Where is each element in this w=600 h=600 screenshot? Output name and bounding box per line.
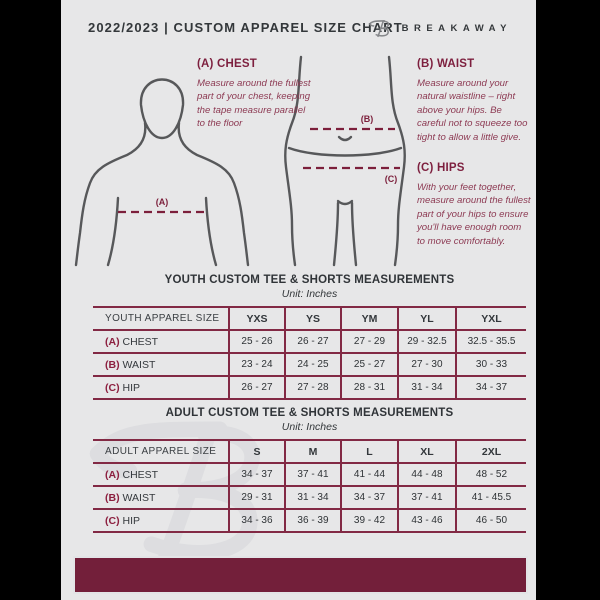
- cell: 25 - 27: [341, 353, 398, 376]
- row-key: (C): [105, 514, 120, 527]
- chest-instructions: [197, 58, 315, 131]
- cell: 44 - 48: [398, 463, 456, 486]
- size-chart-page: [61, 0, 536, 600]
- row-label: WAIST: [122, 358, 156, 371]
- page-title: 2022/2023 | CUSTOM APPAREL SIZE CHART: [88, 20, 403, 35]
- hips-line-label: (C): [384, 174, 398, 184]
- cell: 26 - 27: [229, 376, 285, 399]
- header: [88, 19, 512, 45]
- youth-size-table: [93, 306, 526, 400]
- youth-header-row: [93, 307, 526, 330]
- breakaway-b-logo-icon: [368, 17, 394, 39]
- cell: 37 - 41: [285, 463, 341, 486]
- column-header: YXL: [456, 307, 526, 330]
- row-header: [93, 486, 229, 509]
- row-label: CHEST: [122, 335, 159, 348]
- cell: 34 - 37: [341, 486, 398, 509]
- cell: 27 - 30: [398, 353, 456, 376]
- row-key: (B): [105, 491, 120, 504]
- adult-table-title: ADULT CUSTOM TEE & SHORTS MEASUREMENTS: [165, 407, 454, 419]
- hips-heading: (C) HIPS: [417, 162, 465, 174]
- table-row-waist: [93, 353, 526, 376]
- table-row-hip: [93, 509, 526, 532]
- cell: 41 - 44: [341, 463, 398, 486]
- row-header: [93, 509, 229, 532]
- chest-body-text: Measure around the fullest part of your chest, keeping the tape measure parallel to the floor: [197, 78, 311, 130]
- row-header: [93, 463, 229, 486]
- footer-accent-bar: [73, 556, 528, 594]
- column-header: ADULT APPAREL SIZE: [93, 440, 229, 463]
- youth-table-title: YOUTH CUSTOM TEE & SHORTS MEASUREMENTS: [164, 274, 455, 286]
- waist-line-label: (B): [360, 114, 374, 124]
- row-key: (A): [105, 468, 120, 481]
- cell: 34 - 37: [229, 463, 285, 486]
- row-header: [93, 353, 229, 376]
- column-header: XL: [398, 440, 456, 463]
- adult-size-table: [93, 439, 526, 533]
- adult-table-unit: Unit: Inches: [281, 421, 338, 433]
- cell: 36 - 39: [285, 509, 341, 532]
- row-key: (C): [105, 381, 120, 394]
- cell: 46 - 50: [456, 509, 526, 532]
- chest-heading: (A) CHEST: [197, 58, 257, 70]
- cell: 28 - 31: [341, 376, 398, 399]
- brand-block: [368, 17, 512, 39]
- cell: 39 - 42: [341, 509, 398, 532]
- cell: 31 - 34: [285, 486, 341, 509]
- cell: 31 - 34: [398, 376, 456, 399]
- column-header: M: [285, 440, 341, 463]
- cell: 27 - 28: [285, 376, 341, 399]
- row-key: (A): [105, 335, 120, 348]
- cell: 48 - 52: [456, 463, 526, 486]
- row-header: [93, 330, 229, 353]
- cell: 26 - 27: [285, 330, 341, 353]
- waist-heading: (B) WAIST: [417, 58, 475, 70]
- column-header: YXS: [229, 307, 285, 330]
- table-row-chest: [93, 463, 526, 486]
- adult-header-row: [93, 440, 526, 463]
- cell: 29 - 32.5: [398, 330, 456, 353]
- column-header: YM: [341, 307, 398, 330]
- row-label: CHEST: [122, 468, 159, 481]
- row-key: (B): [105, 358, 120, 371]
- cell: 27 - 29: [341, 330, 398, 353]
- row-label: WAIST: [122, 491, 156, 504]
- cell: 25 - 26: [229, 330, 285, 353]
- row-label: HIP: [122, 381, 141, 394]
- brand-name: BREAKAWAY: [401, 22, 512, 34]
- cell: 37 - 41: [398, 486, 456, 509]
- cell: 34 - 37: [456, 376, 526, 399]
- column-header: L: [341, 440, 398, 463]
- youth-section: [93, 274, 526, 400]
- hips-instructions: [417, 162, 531, 248]
- cell: 30 - 33: [456, 353, 526, 376]
- cell: 43 - 46: [398, 509, 456, 532]
- table-row-hip: [93, 376, 526, 399]
- table-row-chest: [93, 330, 526, 353]
- cell: 24 - 25: [285, 353, 341, 376]
- chest-line-label: (A): [155, 197, 169, 207]
- youth-table-unit: Unit: Inches: [281, 288, 338, 300]
- adult-section: [93, 407, 526, 533]
- column-header: YOUTH APPAREL SIZE: [93, 307, 229, 330]
- column-header: YL: [398, 307, 456, 330]
- waist-body-text: Measure around your natural waistline – right above your hips. Be careful not to squeeze too tight to allow a little give.: [417, 78, 528, 143]
- column-header: YS: [285, 307, 341, 330]
- row-header: [93, 376, 229, 399]
- table-row-waist: [93, 486, 526, 509]
- cell: 23 - 24: [229, 353, 285, 376]
- hips-body-text: With your feet together, measure around the fullest part of your hips to ensure you'll have enough room to move comfortably.: [417, 182, 531, 247]
- column-header: S: [229, 440, 285, 463]
- waist-instructions: [417, 58, 531, 144]
- cell: 32.5 - 35.5: [456, 330, 526, 353]
- cell: 41 - 45.5: [456, 486, 526, 509]
- column-header: 2XL: [456, 440, 526, 463]
- cell: 34 - 36: [229, 509, 285, 532]
- row-label: HIP: [122, 514, 141, 527]
- cell: 29 - 31: [229, 486, 285, 509]
